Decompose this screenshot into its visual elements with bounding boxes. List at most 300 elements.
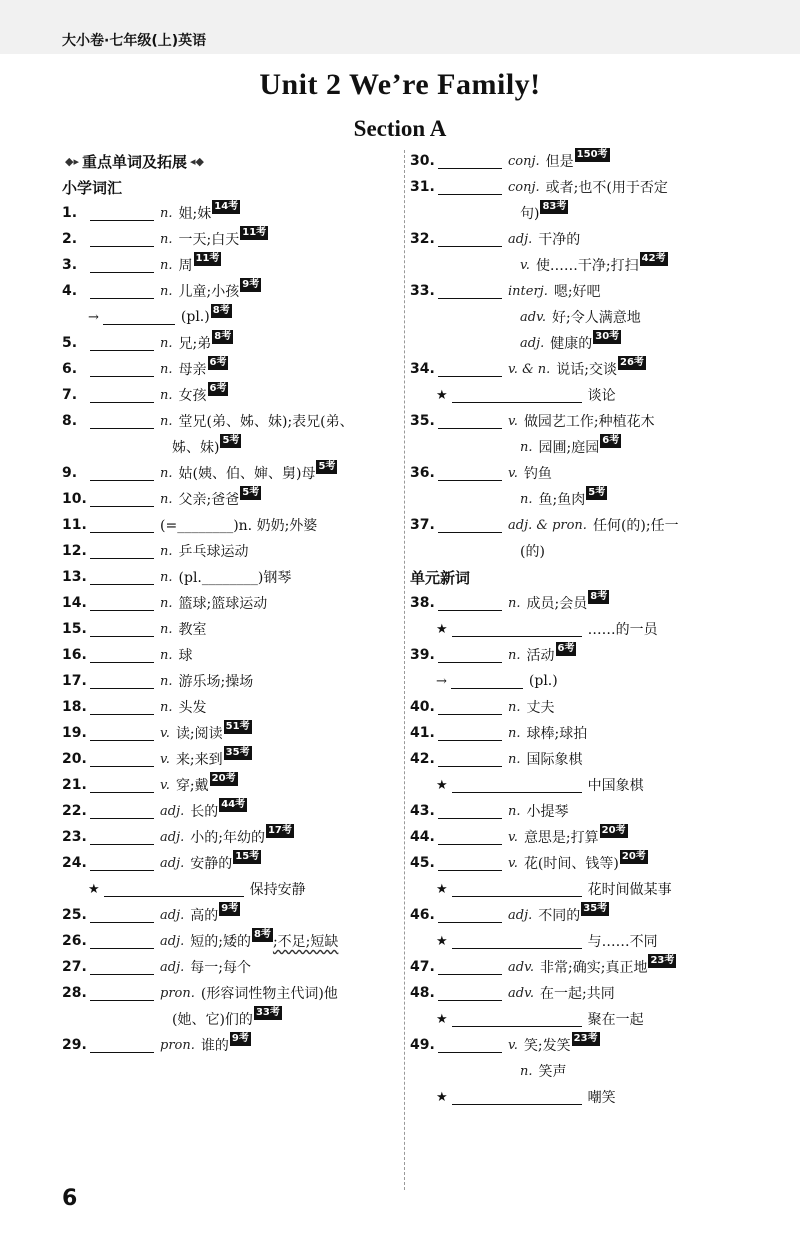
continuation-line xyxy=(410,876,780,902)
exam-count-badge: 6考 xyxy=(557,643,575,654)
item-number: 1. xyxy=(62,205,78,221)
vocab-item xyxy=(62,460,392,486)
meaning-text: 来;来到 xyxy=(175,752,223,768)
continuation-line xyxy=(410,252,780,278)
vocab-item xyxy=(62,798,392,824)
vocab-item xyxy=(410,226,780,252)
answer-blank[interactable] xyxy=(438,648,502,663)
meaning-text: 意思是;打算 xyxy=(523,830,599,846)
item-number: 28. xyxy=(62,985,87,1001)
subsection-heading: 小学词汇 xyxy=(62,178,123,197)
answer-blank[interactable] xyxy=(438,752,502,767)
part-of-speech: conj. xyxy=(508,153,540,169)
answer-blank[interactable] xyxy=(438,362,502,377)
answer-blank[interactable] xyxy=(104,882,244,897)
part-of-speech: n. xyxy=(160,543,173,559)
answer-blank[interactable] xyxy=(90,362,154,377)
answer-blank[interactable] xyxy=(438,960,502,975)
part-of-speech: pron. xyxy=(160,985,195,1001)
vocab-item xyxy=(62,954,392,980)
meaning-text: 干净的 xyxy=(538,232,581,248)
item-number: 3. xyxy=(62,257,78,273)
part-of-speech: n. xyxy=(160,205,173,221)
answer-blank[interactable] xyxy=(90,726,154,741)
meaning-text: (pl.) xyxy=(180,309,210,325)
meaning-text: 球 xyxy=(178,648,193,664)
continuation-line xyxy=(410,772,780,798)
answer-blank[interactable] xyxy=(90,466,154,481)
meaning-text: 国际象棋 xyxy=(526,752,583,768)
exam-count-badge: 20考 xyxy=(211,773,236,784)
item-number: 7. xyxy=(62,387,78,403)
answer-blank[interactable] xyxy=(452,882,582,897)
item-number: 17. xyxy=(62,673,87,689)
continuation-line xyxy=(62,876,392,902)
answer-blank[interactable] xyxy=(438,830,502,845)
answer-blank[interactable] xyxy=(438,908,502,923)
answer-blank[interactable] xyxy=(90,388,154,403)
answer-blank[interactable] xyxy=(452,934,582,949)
vocab-item xyxy=(62,928,392,954)
meaning-text: 女孩 xyxy=(178,388,207,404)
meaning-text: 笑;发笑 xyxy=(523,1038,571,1054)
exam-count-badge: 6考 xyxy=(602,435,620,446)
exam-count-badge: 14考 xyxy=(214,201,239,212)
meaning-text: 小的;年幼的 xyxy=(190,830,265,846)
part-of-speech: v. xyxy=(508,465,518,481)
column-divider xyxy=(404,150,405,1190)
part-of-speech: v. xyxy=(508,1037,518,1053)
part-of-speech: n. xyxy=(160,335,173,351)
answer-blank[interactable] xyxy=(90,804,154,819)
meaning-text: 长的 xyxy=(190,804,219,820)
item-number: 33. xyxy=(410,283,435,299)
continuation-line xyxy=(410,304,780,330)
vocab-item xyxy=(410,850,780,876)
vocab-item xyxy=(62,408,392,434)
vocab-item xyxy=(410,148,780,174)
vocab-item xyxy=(410,954,780,980)
vocab-item xyxy=(62,902,392,928)
exam-count-badge: 35考 xyxy=(225,747,250,758)
answer-blank[interactable] xyxy=(90,544,154,559)
meaning-text: 笑声 xyxy=(538,1064,567,1080)
vocab-item xyxy=(62,356,392,382)
answer-blank[interactable] xyxy=(90,674,154,689)
part-of-speech: n. xyxy=(160,699,173,715)
exam-count-badge: 11考 xyxy=(242,227,267,238)
meaning-text: 每一;每个 xyxy=(190,960,251,976)
part-of-speech: pron. xyxy=(160,1037,195,1053)
answer-blank[interactable] xyxy=(90,258,154,273)
answer-blank[interactable] xyxy=(452,622,582,637)
part-of-speech: conj. xyxy=(508,179,540,195)
answer-blank[interactable] xyxy=(438,154,502,169)
item-number: 13. xyxy=(62,569,87,585)
part-of-speech: n. xyxy=(160,257,173,273)
meaning-text: 好;令人满意地 xyxy=(552,310,641,326)
answer-blank[interactable] xyxy=(438,414,502,429)
answer-blank[interactable] xyxy=(90,622,154,637)
continuation-line xyxy=(410,1084,780,1110)
answer-blank[interactable] xyxy=(438,856,502,871)
part-of-speech: n. xyxy=(160,621,173,637)
answer-blank[interactable] xyxy=(90,570,154,585)
meaning-text: 任何(的);任一 xyxy=(592,518,679,534)
vocab-item xyxy=(410,720,780,746)
answer-blank[interactable] xyxy=(90,206,154,221)
vocab-item xyxy=(62,694,392,720)
answer-blank[interactable] xyxy=(438,700,502,715)
continuation-line xyxy=(410,1006,780,1032)
meaning-text: 做园艺工作;种植花木 xyxy=(523,414,655,430)
item-number: 16. xyxy=(62,647,87,663)
continuation-line xyxy=(410,200,780,226)
meaning-text: 鱼;鱼肉 xyxy=(538,492,586,508)
meaning-text: 活动 xyxy=(526,648,555,664)
answer-blank[interactable] xyxy=(90,778,154,793)
item-number: 35. xyxy=(410,413,435,429)
answer-blank[interactable] xyxy=(90,908,154,923)
meaning-text: 兄;弟 xyxy=(178,336,212,352)
answer-blank[interactable] xyxy=(90,518,154,533)
vocab-item xyxy=(62,746,392,772)
answer-blank[interactable] xyxy=(438,232,502,247)
meaning-text: 丈夫 xyxy=(526,700,555,716)
part-of-speech: n. xyxy=(160,465,173,481)
answer-blank[interactable] xyxy=(90,986,154,1001)
answer-blank[interactable] xyxy=(90,596,154,611)
vocab-item xyxy=(62,980,392,1006)
vocab-item xyxy=(62,226,392,252)
meaning-text: 谈论 xyxy=(587,388,616,404)
item-number: 48. xyxy=(410,985,435,1001)
unit-title: Unit 2 We’re Family! xyxy=(259,68,541,101)
answer-blank[interactable] xyxy=(90,232,154,247)
arrow-icon: → xyxy=(88,309,99,325)
item-number: 12. xyxy=(62,543,87,559)
exam-count-badge: 51考 xyxy=(225,721,250,732)
star-icon: ★ xyxy=(436,933,448,949)
meaning-text: (形容词性物主代词)他 xyxy=(200,986,338,1002)
exam-count-badge: 23考 xyxy=(650,955,675,966)
part-of-speech: n. xyxy=(160,647,173,663)
vocab-item xyxy=(62,486,392,512)
part-of-speech: n. xyxy=(160,569,173,585)
exam-count-badge: 42考 xyxy=(641,253,666,264)
continuation-line xyxy=(62,304,392,330)
item-number: 19. xyxy=(62,725,87,741)
part-of-speech: n. xyxy=(160,387,173,403)
meaning-text: 嗯;好吧 xyxy=(553,284,601,300)
answer-blank[interactable] xyxy=(90,336,154,351)
header-label: 大小卷·七年级(上)英语 xyxy=(62,33,207,49)
answer-blank[interactable] xyxy=(438,284,502,299)
answer-blank[interactable] xyxy=(90,856,154,871)
vocab-item xyxy=(62,252,392,278)
item-number: 9. xyxy=(62,465,78,481)
exam-count-badge: 5考 xyxy=(242,487,260,498)
answer-blank[interactable] xyxy=(90,492,154,507)
part-of-speech: adv. xyxy=(520,309,547,325)
meaning-text: 花时间做某事 xyxy=(587,882,672,898)
item-number: 40. xyxy=(410,699,435,715)
answer-blank[interactable] xyxy=(451,674,523,689)
part-of-speech: n. xyxy=(160,413,173,429)
vocab-item xyxy=(62,564,392,590)
vocab-item xyxy=(410,460,780,486)
section-heading xyxy=(62,148,392,174)
meaning-text: 姊、妹) xyxy=(172,440,220,456)
meaning-text: 嘲笑 xyxy=(587,1090,616,1106)
vocab-item xyxy=(62,512,392,538)
answer-blank[interactable] xyxy=(452,1012,582,1027)
star-icon: ★ xyxy=(436,621,448,637)
part-of-speech: n. xyxy=(508,725,521,741)
item-number: 36. xyxy=(410,465,435,481)
continuation-line xyxy=(62,1006,392,1032)
vocab-item xyxy=(62,772,392,798)
vocab-item xyxy=(62,850,392,876)
exam-count-badge: 17考 xyxy=(267,825,292,836)
part-of-speech: n. xyxy=(160,283,173,299)
answer-blank[interactable] xyxy=(90,960,154,975)
item-number: 22. xyxy=(62,803,87,819)
answer-blank[interactable] xyxy=(438,804,502,819)
star-icon: ★ xyxy=(88,881,100,897)
part-of-speech: v. xyxy=(160,751,170,767)
part-of-speech: v. xyxy=(160,777,170,793)
answer-blank[interactable] xyxy=(438,518,502,533)
answer-blank[interactable] xyxy=(90,414,154,429)
subsection-heading: 单元新词 xyxy=(410,568,471,587)
answer-blank[interactable] xyxy=(90,830,154,845)
section-heading-text: 重点单词及拓展 xyxy=(81,152,187,171)
left-column xyxy=(62,148,392,1058)
exam-count-badge: 20考 xyxy=(601,825,626,836)
part-of-speech: adv. xyxy=(508,959,535,975)
item-number: 24. xyxy=(62,855,87,871)
answer-blank[interactable] xyxy=(90,700,154,715)
answer-blank[interactable] xyxy=(438,986,502,1001)
meaning-text: 说话;交谈 xyxy=(556,362,617,378)
right-column xyxy=(410,148,780,1110)
meaning-text: 聚在一起 xyxy=(587,1012,644,1028)
arrow-icon: → xyxy=(436,673,447,689)
meaning-text: 堂兄(弟、姊、妹);表兄(弟、 xyxy=(178,414,354,430)
meaning-text: 读;阅读 xyxy=(175,726,223,742)
item-number: 18. xyxy=(62,699,87,715)
vocab-item xyxy=(410,902,780,928)
star-icon: ★ xyxy=(436,387,448,403)
vocab-item xyxy=(410,746,780,772)
meaning-text: 高的 xyxy=(190,908,219,924)
continuation-line xyxy=(410,928,780,954)
vocab-item xyxy=(410,798,780,824)
meaning-text: 安静的 xyxy=(190,856,233,872)
exam-count-badge: 33考 xyxy=(255,1007,280,1018)
item-number: 21. xyxy=(62,777,87,793)
meaning-text: 不同的 xyxy=(538,908,581,924)
meaning-text: 短的;矮的 xyxy=(190,934,251,950)
exam-count-badge: 8考 xyxy=(212,305,230,316)
vocab-item xyxy=(62,590,392,616)
meaning-text: 头发 xyxy=(178,700,207,716)
vocab-item xyxy=(410,824,780,850)
vocab-item xyxy=(62,668,392,694)
vocab-item xyxy=(62,616,392,642)
item-number: 43. xyxy=(410,803,435,819)
meaning-text: 父亲;爸爸 xyxy=(178,492,240,508)
meaning-text: (pl.________)钢琴 xyxy=(178,570,292,586)
exam-count-badge: 23考 xyxy=(573,1033,598,1044)
vocab-item xyxy=(62,642,392,668)
vocab-item xyxy=(62,382,392,408)
continuation-line xyxy=(410,382,780,408)
item-number: 15. xyxy=(62,621,87,637)
answer-blank[interactable] xyxy=(90,752,154,767)
item-number: 31. xyxy=(410,179,435,195)
item-number: 11. xyxy=(62,517,87,533)
meaning-text: 园圃;庭园 xyxy=(538,440,600,456)
item-number: 47. xyxy=(410,959,435,975)
exam-count-badge: 9考 xyxy=(221,903,239,914)
part-of-speech: adj. xyxy=(160,855,185,871)
item-number: 37. xyxy=(410,517,435,533)
item-number: 38. xyxy=(410,595,435,611)
answer-blank[interactable] xyxy=(452,388,582,403)
exam-count-badge: 83考 xyxy=(542,201,567,212)
exam-count-badge: 44考 xyxy=(221,799,246,810)
item-number: 29. xyxy=(62,1037,87,1053)
answer-blank[interactable] xyxy=(438,1038,502,1053)
item-number: 26. xyxy=(62,933,87,949)
item-number: 39. xyxy=(410,647,435,663)
vocab-item xyxy=(62,824,392,850)
section-subtitle: Section A xyxy=(353,116,447,141)
exam-count-badge: 20考 xyxy=(621,851,646,862)
item-number: 46. xyxy=(410,907,435,923)
star-icon: ★ xyxy=(436,777,448,793)
vocab-item xyxy=(410,642,780,668)
part-of-speech: adj. xyxy=(508,907,533,923)
meaning-text: 或者;也不(用于否定 xyxy=(545,180,668,196)
item-number: 4. xyxy=(62,283,78,299)
continuation-line xyxy=(62,434,392,460)
vocab-item xyxy=(62,200,392,226)
part-of-speech: n. xyxy=(160,673,173,689)
exam-count-badge: 5考 xyxy=(318,461,336,472)
answer-blank[interactable] xyxy=(438,596,502,611)
part-of-speech: adj. & pron. xyxy=(508,517,587,533)
vocab-item xyxy=(410,980,780,1006)
meaning-text: 儿童;小孩 xyxy=(178,284,240,300)
exam-count-badge: 35考 xyxy=(583,903,608,914)
vocab-item xyxy=(410,278,780,304)
meaning-text: 钓鱼 xyxy=(523,466,552,482)
item-number: 27. xyxy=(62,959,87,975)
part-of-speech: adj. xyxy=(160,803,185,819)
meaning-text: (pl.) xyxy=(528,673,558,689)
meaning-text: 句) xyxy=(520,206,540,222)
exam-count-badge: 11考 xyxy=(195,253,220,264)
star-icon: ★ xyxy=(436,881,448,897)
vocab-item xyxy=(410,356,780,382)
part-of-speech: adj. xyxy=(160,829,185,845)
part-of-speech: n. xyxy=(160,361,173,377)
exam-count-badge: 8考 xyxy=(590,591,608,602)
continuation-line xyxy=(410,616,780,642)
exam-count-badge: 9考 xyxy=(242,279,260,290)
part-of-speech: adj. xyxy=(160,907,185,923)
item-number: 25. xyxy=(62,907,87,923)
answer-blank[interactable] xyxy=(452,778,582,793)
meaning-text: (的) xyxy=(520,544,545,560)
continuation-line xyxy=(410,668,780,694)
meaning-text: 母亲 xyxy=(178,362,207,378)
item-number: 34. xyxy=(410,361,435,377)
meaning-text: 中国象棋 xyxy=(587,778,644,794)
answer-blank[interactable] xyxy=(452,1090,582,1105)
meaning-text: 篮球;篮球运动 xyxy=(178,596,268,612)
meaning-text: 非常;确实;真正地 xyxy=(540,960,648,976)
vocab-item xyxy=(62,720,392,746)
vocab-item xyxy=(410,1032,780,1058)
meaning-text: 姑(姨、伯、婶、舅)母 xyxy=(178,466,316,482)
item-number: 14. xyxy=(62,595,87,611)
answer-blank[interactable] xyxy=(103,310,175,325)
part-of-speech: adj. xyxy=(160,933,185,949)
part-of-speech: n. xyxy=(508,699,521,715)
exam-count-badge: 8考 xyxy=(253,929,271,940)
vocab-item xyxy=(62,330,392,356)
answer-blank[interactable] xyxy=(90,934,154,949)
answer-blank[interactable] xyxy=(438,180,502,195)
meaning-text: 教室 xyxy=(178,622,207,638)
part-of-speech: n. xyxy=(508,647,521,663)
meaning-text: 小提琴 xyxy=(526,804,569,820)
item-number: 6. xyxy=(62,361,78,377)
meaning-text: 周 xyxy=(178,258,193,274)
item-number: 5. xyxy=(62,335,78,351)
part-of-speech: v. xyxy=(520,257,530,273)
part-of-speech: n. xyxy=(520,439,533,455)
item-number: 2. xyxy=(62,231,78,247)
meaning-text: 花(时间、钱等) xyxy=(523,856,619,872)
meaning-text: 姐;妹 xyxy=(178,206,212,222)
meaning-text: 一天;白天 xyxy=(178,232,240,248)
part-of-speech: n. xyxy=(160,595,173,611)
answer-blank[interactable] xyxy=(90,648,154,663)
meaning-text: ……的一员 xyxy=(587,622,658,638)
extra-meaning: ;不足;短缺 xyxy=(272,934,339,950)
item-number: 23. xyxy=(62,829,87,845)
continuation-line xyxy=(410,1058,780,1084)
answer-blank[interactable] xyxy=(438,726,502,741)
exam-count-badge: 30考 xyxy=(595,331,620,342)
continuation-line xyxy=(410,434,780,460)
part-of-speech: adj. xyxy=(520,335,545,351)
answer-blank[interactable] xyxy=(90,1038,154,1053)
exam-count-badge: 8考 xyxy=(214,331,232,342)
meaning-text: 与……不同 xyxy=(587,934,658,950)
exam-count-badge: 6考 xyxy=(209,383,227,394)
continuation-line xyxy=(410,538,780,564)
answer-blank[interactable] xyxy=(438,466,502,481)
vocab-item xyxy=(62,538,392,564)
item-number: 41. xyxy=(410,725,435,741)
answer-blank[interactable] xyxy=(90,284,154,299)
